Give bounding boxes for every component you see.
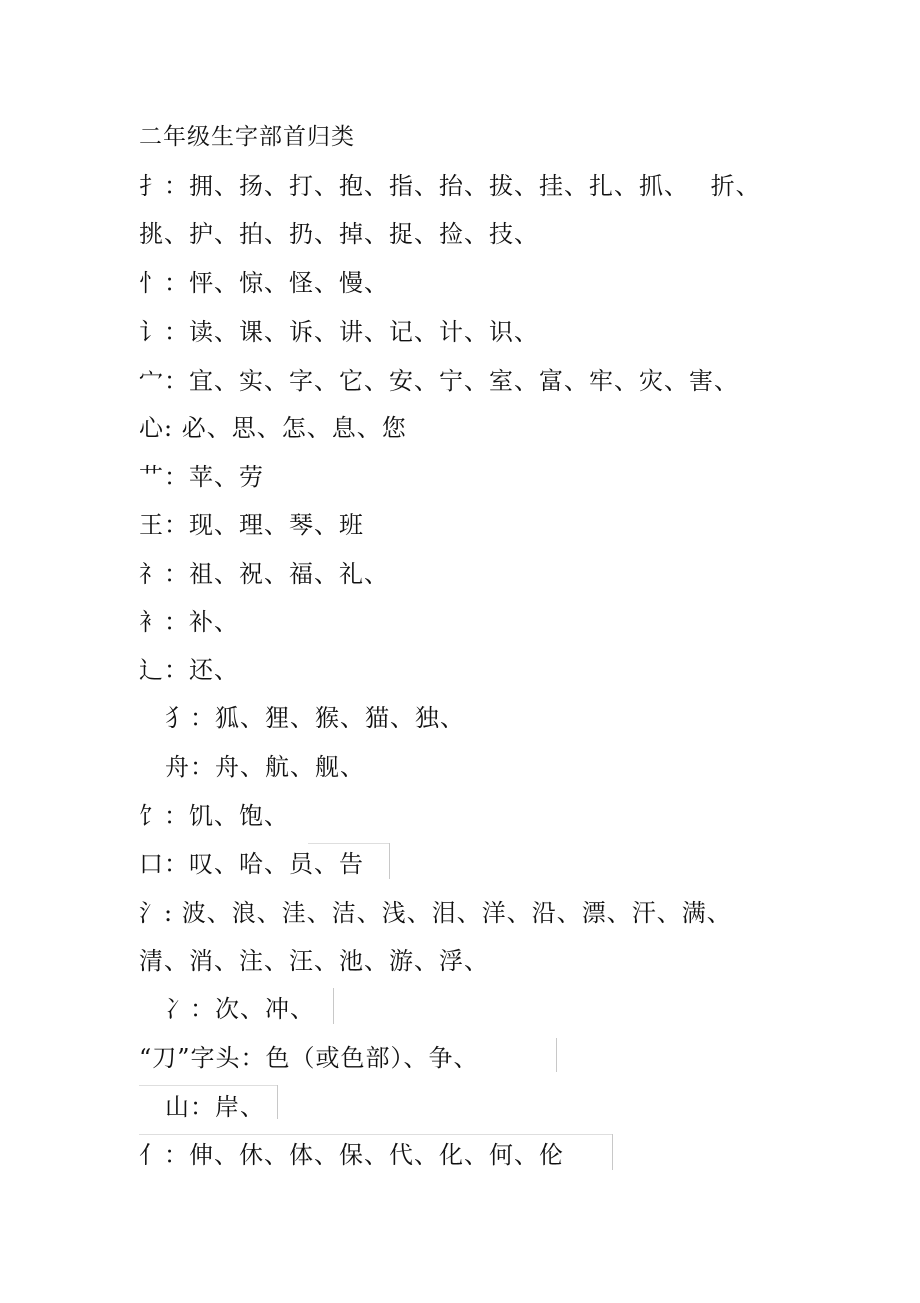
text-line: 冫：次、冲、 <box>165 995 315 1023</box>
page-title: 二年级生字部首归类 <box>139 124 355 150</box>
text-line: 清、消、注、汪、池、游、浮、 <box>139 947 489 975</box>
text-line: 氵: 波、浪、洼、洁、浅、泪、洋、沿、漂、汗、满、 <box>139 899 732 927</box>
text-line: “刀”字头：色（或色部）、争、 <box>139 1044 479 1072</box>
scan-artifact <box>139 1085 278 1086</box>
text-line: 扌：拥、扬、打、抱、指、抬、拔、挂、扎、抓、 折、 <box>139 172 761 200</box>
scan-artifact <box>333 988 334 1024</box>
scan-artifact <box>556 1038 557 1072</box>
text-line: 山：岸、 <box>165 1093 265 1121</box>
text-line: 辶：还、 <box>139 656 239 684</box>
scan-artifact <box>389 843 390 879</box>
text-line: 饣：饥、饱、 <box>139 802 289 830</box>
text-line: 讠：读、课、诉、讲、记、计、识、 <box>139 318 539 346</box>
text-line: 舟：舟、航、舰、 <box>165 753 365 781</box>
scan-artifact <box>277 1085 278 1119</box>
text-line: 王：现、理、琴、班 <box>139 511 364 539</box>
scan-artifact <box>139 1134 613 1135</box>
text-line: 心: 必、思、怎、息、您 <box>139 414 407 442</box>
text-line: 犭：狐、狸、猴、猫、独、 <box>165 704 465 732</box>
text-line: 礻：祖、祝、福、礼、 <box>139 560 389 588</box>
text-line: 口：叹、哈、员、告 <box>139 850 364 878</box>
text-line: 挑、护、拍、扔、掉、捉、捡、技、 <box>139 220 539 248</box>
scan-artifact <box>308 843 390 844</box>
text-line: 衤：补、 <box>139 608 239 636</box>
text-line: 宀：宜、实、字、它、安、宁、室、富、牢、灾、害、 <box>139 367 739 395</box>
text-line: 忄：怦、惊、怪、慢、 <box>139 269 389 297</box>
text-line: 亻：伸、休、体、保、代、化、何、伦 <box>139 1141 564 1169</box>
scan-artifact <box>612 1134 613 1170</box>
text-line: 艹：苹、劳 <box>139 463 264 491</box>
